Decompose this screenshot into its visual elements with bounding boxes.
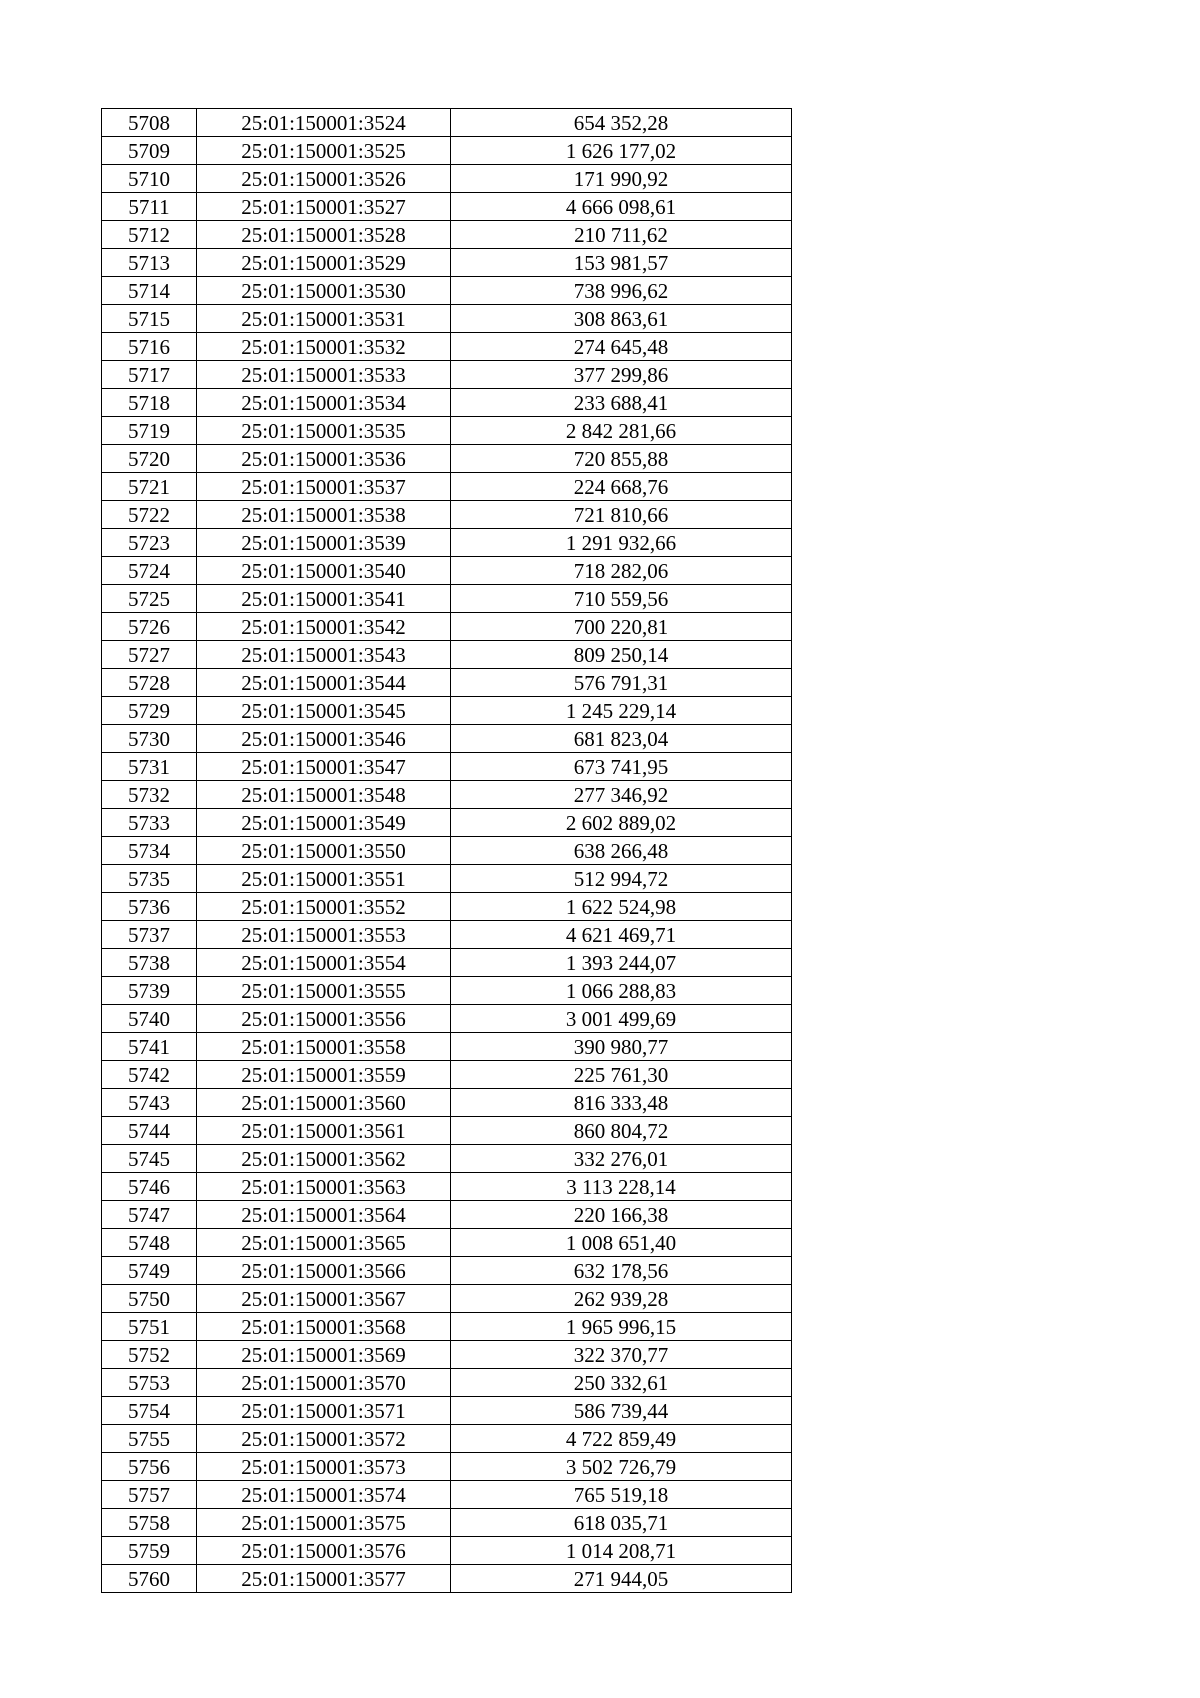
value-cell: 4 666 098,61 xyxy=(451,193,792,221)
cadastral-number-cell: 25:01:150001:3526 xyxy=(197,165,451,193)
row-number-cell: 5722 xyxy=(102,501,197,529)
table-row xyxy=(102,893,792,921)
cadastral-number-cell: 25:01:150001:3556 xyxy=(197,1005,451,1033)
table-row xyxy=(102,501,792,529)
table-row xyxy=(102,1537,792,1565)
value-cell: 618 035,71 xyxy=(451,1509,792,1537)
table-row xyxy=(102,669,792,697)
value-cell: 1 626 177,02 xyxy=(451,137,792,165)
row-number-cell: 5711 xyxy=(102,193,197,221)
table-row xyxy=(102,1061,792,1089)
value-cell: 710 559,56 xyxy=(451,585,792,613)
cadastral-number-cell: 25:01:150001:3545 xyxy=(197,697,451,725)
value-cell: 262 939,28 xyxy=(451,1285,792,1313)
row-number-cell: 5743 xyxy=(102,1089,197,1117)
value-cell: 171 990,92 xyxy=(451,165,792,193)
row-number-cell: 5741 xyxy=(102,1033,197,1061)
cadastral-number-cell: 25:01:150001:3549 xyxy=(197,809,451,837)
cadastral-number-cell: 25:01:150001:3554 xyxy=(197,949,451,977)
cadastral-number-cell: 25:01:150001:3573 xyxy=(197,1453,451,1481)
table-row xyxy=(102,725,792,753)
data-table xyxy=(101,108,792,1593)
cadastral-number-cell: 25:01:150001:3559 xyxy=(197,1061,451,1089)
row-number-cell: 5733 xyxy=(102,809,197,837)
value-cell: 673 741,95 xyxy=(451,753,792,781)
row-number-cell: 5730 xyxy=(102,725,197,753)
value-cell: 250 332,61 xyxy=(451,1369,792,1397)
value-cell: 1 245 229,14 xyxy=(451,697,792,725)
cadastral-number-cell: 25:01:150001:3575 xyxy=(197,1509,451,1537)
table-row xyxy=(102,1201,792,1229)
table-row xyxy=(102,277,792,305)
table-row xyxy=(102,697,792,725)
table-row xyxy=(102,361,792,389)
table-row xyxy=(102,949,792,977)
table-row xyxy=(102,921,792,949)
table-body xyxy=(102,109,792,1593)
value-cell: 1 066 288,83 xyxy=(451,977,792,1005)
cadastral-number-cell: 25:01:150001:3558 xyxy=(197,1033,451,1061)
cadastral-number-cell: 25:01:150001:3555 xyxy=(197,977,451,1005)
value-cell: 1 622 524,98 xyxy=(451,893,792,921)
row-number-cell: 5732 xyxy=(102,781,197,809)
table-row xyxy=(102,837,792,865)
value-cell: 3 113 228,14 xyxy=(451,1173,792,1201)
value-cell: 1 393 244,07 xyxy=(451,949,792,977)
cadastral-number-cell: 25:01:150001:3566 xyxy=(197,1257,451,1285)
cadastral-number-cell: 25:01:150001:3569 xyxy=(197,1341,451,1369)
cadastral-number-cell: 25:01:150001:3524 xyxy=(197,109,451,137)
row-number-cell: 5738 xyxy=(102,949,197,977)
table-row xyxy=(102,1509,792,1537)
cadastral-number-cell: 25:01:150001:3576 xyxy=(197,1537,451,1565)
cadastral-number-cell: 25:01:150001:3532 xyxy=(197,333,451,361)
value-cell: 632 178,56 xyxy=(451,1257,792,1285)
row-number-cell: 5719 xyxy=(102,417,197,445)
value-cell: 210 711,62 xyxy=(451,221,792,249)
row-number-cell: 5739 xyxy=(102,977,197,1005)
table-row xyxy=(102,473,792,501)
value-cell: 512 994,72 xyxy=(451,865,792,893)
row-number-cell: 5731 xyxy=(102,753,197,781)
table-row xyxy=(102,193,792,221)
row-number-cell: 5708 xyxy=(102,109,197,137)
cadastral-number-cell: 25:01:150001:3543 xyxy=(197,641,451,669)
row-number-cell: 5750 xyxy=(102,1285,197,1313)
cadastral-number-cell: 25:01:150001:3551 xyxy=(197,865,451,893)
value-cell: 233 688,41 xyxy=(451,389,792,417)
table-row xyxy=(102,781,792,809)
table-row xyxy=(102,1229,792,1257)
row-number-cell: 5759 xyxy=(102,1537,197,1565)
cadastral-number-cell: 25:01:150001:3529 xyxy=(197,249,451,277)
value-cell: 718 282,06 xyxy=(451,557,792,585)
cadastral-number-cell: 25:01:150001:3538 xyxy=(197,501,451,529)
cadastral-number-cell: 25:01:150001:3539 xyxy=(197,529,451,557)
row-number-cell: 5735 xyxy=(102,865,197,893)
cadastral-number-cell: 25:01:150001:3525 xyxy=(197,137,451,165)
row-number-cell: 5724 xyxy=(102,557,197,585)
row-number-cell: 5756 xyxy=(102,1453,197,1481)
value-cell: 738 996,62 xyxy=(451,277,792,305)
table-row xyxy=(102,1005,792,1033)
value-cell: 809 250,14 xyxy=(451,641,792,669)
value-cell: 860 804,72 xyxy=(451,1117,792,1145)
table-row xyxy=(102,585,792,613)
value-cell: 765 519,18 xyxy=(451,1481,792,1509)
table-row xyxy=(102,1341,792,1369)
cadastral-number-cell: 25:01:150001:3548 xyxy=(197,781,451,809)
value-cell: 816 333,48 xyxy=(451,1089,792,1117)
value-cell: 274 645,48 xyxy=(451,333,792,361)
value-cell: 3 001 499,69 xyxy=(451,1005,792,1033)
row-number-cell: 5736 xyxy=(102,893,197,921)
value-cell: 153 981,57 xyxy=(451,249,792,277)
row-number-cell: 5718 xyxy=(102,389,197,417)
value-cell: 1 008 651,40 xyxy=(451,1229,792,1257)
value-cell: 271 944,05 xyxy=(451,1565,792,1593)
value-cell: 1 291 932,66 xyxy=(451,529,792,557)
table-row xyxy=(102,977,792,1005)
cadastral-number-cell: 25:01:150001:3541 xyxy=(197,585,451,613)
table-row xyxy=(102,613,792,641)
value-cell: 2 842 281,66 xyxy=(451,417,792,445)
row-number-cell: 5754 xyxy=(102,1397,197,1425)
cadastral-number-cell: 25:01:150001:3531 xyxy=(197,305,451,333)
table-row xyxy=(102,1425,792,1453)
cadastral-number-cell: 25:01:150001:3534 xyxy=(197,389,451,417)
cadastral-number-cell: 25:01:150001:3537 xyxy=(197,473,451,501)
value-cell: 1 965 996,15 xyxy=(451,1313,792,1341)
cadastral-number-cell: 25:01:150001:3547 xyxy=(197,753,451,781)
row-number-cell: 5760 xyxy=(102,1565,197,1593)
row-number-cell: 5755 xyxy=(102,1425,197,1453)
table-row xyxy=(102,1257,792,1285)
table-row xyxy=(102,389,792,417)
row-number-cell: 5737 xyxy=(102,921,197,949)
table-row xyxy=(102,865,792,893)
table-row xyxy=(102,417,792,445)
value-cell: 654 352,28 xyxy=(451,109,792,137)
row-number-cell: 5712 xyxy=(102,221,197,249)
table-row xyxy=(102,1285,792,1313)
cadastral-number-cell: 25:01:150001:3550 xyxy=(197,837,451,865)
cadastral-number-cell: 25:01:150001:3572 xyxy=(197,1425,451,1453)
cadastral-number-cell: 25:01:150001:3577 xyxy=(197,1565,451,1593)
cadastral-number-cell: 25:01:150001:3542 xyxy=(197,613,451,641)
value-cell: 1 014 208,71 xyxy=(451,1537,792,1565)
value-cell: 377 299,86 xyxy=(451,361,792,389)
table-row xyxy=(102,1313,792,1341)
table-row xyxy=(102,809,792,837)
table-row xyxy=(102,1089,792,1117)
row-number-cell: 5716 xyxy=(102,333,197,361)
cadastral-number-cell: 25:01:150001:3567 xyxy=(197,1285,451,1313)
cadastral-number-cell: 25:01:150001:3565 xyxy=(197,1229,451,1257)
row-number-cell: 5715 xyxy=(102,305,197,333)
table-row xyxy=(102,1481,792,1509)
row-number-cell: 5725 xyxy=(102,585,197,613)
value-cell: 390 980,77 xyxy=(451,1033,792,1061)
value-cell: 277 346,92 xyxy=(451,781,792,809)
row-number-cell: 5720 xyxy=(102,445,197,473)
value-cell: 322 370,77 xyxy=(451,1341,792,1369)
value-cell: 720 855,88 xyxy=(451,445,792,473)
row-number-cell: 5757 xyxy=(102,1481,197,1509)
cadastral-number-cell: 25:01:150001:3564 xyxy=(197,1201,451,1229)
value-cell: 220 166,38 xyxy=(451,1201,792,1229)
table-row xyxy=(102,529,792,557)
cadastral-number-cell: 25:01:150001:3574 xyxy=(197,1481,451,1509)
cadastral-number-cell: 25:01:150001:3535 xyxy=(197,417,451,445)
table-row xyxy=(102,221,792,249)
cadastral-number-cell: 25:01:150001:3560 xyxy=(197,1089,451,1117)
table-row xyxy=(102,109,792,137)
row-number-cell: 5749 xyxy=(102,1257,197,1285)
cadastral-number-cell: 25:01:150001:3571 xyxy=(197,1397,451,1425)
cadastral-number-cell: 25:01:150001:3553 xyxy=(197,921,451,949)
row-number-cell: 5717 xyxy=(102,361,197,389)
table-row xyxy=(102,1369,792,1397)
cadastral-number-cell: 25:01:150001:3546 xyxy=(197,725,451,753)
row-number-cell: 5713 xyxy=(102,249,197,277)
value-cell: 308 863,61 xyxy=(451,305,792,333)
table-row xyxy=(102,1397,792,1425)
row-number-cell: 5747 xyxy=(102,1201,197,1229)
value-cell: 224 668,76 xyxy=(451,473,792,501)
table-row xyxy=(102,1453,792,1481)
table-row xyxy=(102,333,792,361)
row-number-cell: 5758 xyxy=(102,1509,197,1537)
value-cell: 225 761,30 xyxy=(451,1061,792,1089)
row-number-cell: 5721 xyxy=(102,473,197,501)
value-cell: 586 739,44 xyxy=(451,1397,792,1425)
value-cell: 2 602 889,02 xyxy=(451,809,792,837)
cadastral-number-cell: 25:01:150001:3563 xyxy=(197,1173,451,1201)
value-cell: 3 502 726,79 xyxy=(451,1453,792,1481)
row-number-cell: 5726 xyxy=(102,613,197,641)
row-number-cell: 5753 xyxy=(102,1369,197,1397)
row-number-cell: 5748 xyxy=(102,1229,197,1257)
table-row xyxy=(102,1117,792,1145)
cadastral-number-cell: 25:01:150001:3570 xyxy=(197,1369,451,1397)
cadastral-number-cell: 25:01:150001:3544 xyxy=(197,669,451,697)
cadastral-number-cell: 25:01:150001:3527 xyxy=(197,193,451,221)
row-number-cell: 5728 xyxy=(102,669,197,697)
table-row xyxy=(102,1565,792,1593)
row-number-cell: 5751 xyxy=(102,1313,197,1341)
row-number-cell: 5710 xyxy=(102,165,197,193)
cadastral-number-cell: 25:01:150001:3528 xyxy=(197,221,451,249)
value-cell: 638 266,48 xyxy=(451,837,792,865)
value-cell: 721 810,66 xyxy=(451,501,792,529)
table-row xyxy=(102,753,792,781)
cadastral-number-cell: 25:01:150001:3562 xyxy=(197,1145,451,1173)
cadastral-number-cell: 25:01:150001:3561 xyxy=(197,1117,451,1145)
cadastral-number-cell: 25:01:150001:3568 xyxy=(197,1313,451,1341)
table-row xyxy=(102,305,792,333)
row-number-cell: 5742 xyxy=(102,1061,197,1089)
row-number-cell: 5723 xyxy=(102,529,197,557)
cadastral-number-cell: 25:01:150001:3540 xyxy=(197,557,451,585)
row-number-cell: 5727 xyxy=(102,641,197,669)
table-row xyxy=(102,641,792,669)
row-number-cell: 5714 xyxy=(102,277,197,305)
table-row xyxy=(102,1033,792,1061)
row-number-cell: 5744 xyxy=(102,1117,197,1145)
table-row xyxy=(102,137,792,165)
cadastral-number-cell: 25:01:150001:3530 xyxy=(197,277,451,305)
value-cell: 700 220,81 xyxy=(451,613,792,641)
value-cell: 332 276,01 xyxy=(451,1145,792,1173)
row-number-cell: 5734 xyxy=(102,837,197,865)
table-row xyxy=(102,249,792,277)
cadastral-number-cell: 25:01:150001:3533 xyxy=(197,361,451,389)
table-row xyxy=(102,1173,792,1201)
row-number-cell: 5709 xyxy=(102,137,197,165)
row-number-cell: 5752 xyxy=(102,1341,197,1369)
value-cell: 4 722 859,49 xyxy=(451,1425,792,1453)
value-cell: 576 791,31 xyxy=(451,669,792,697)
value-cell: 681 823,04 xyxy=(451,725,792,753)
table-row xyxy=(102,445,792,473)
row-number-cell: 5740 xyxy=(102,1005,197,1033)
table-row xyxy=(102,557,792,585)
table-row xyxy=(102,1145,792,1173)
cadastral-number-cell: 25:01:150001:3536 xyxy=(197,445,451,473)
row-number-cell: 5745 xyxy=(102,1145,197,1173)
row-number-cell: 5746 xyxy=(102,1173,197,1201)
table-row xyxy=(102,165,792,193)
row-number-cell: 5729 xyxy=(102,697,197,725)
cadastral-number-cell: 25:01:150001:3552 xyxy=(197,893,451,921)
value-cell: 4 621 469,71 xyxy=(451,921,792,949)
